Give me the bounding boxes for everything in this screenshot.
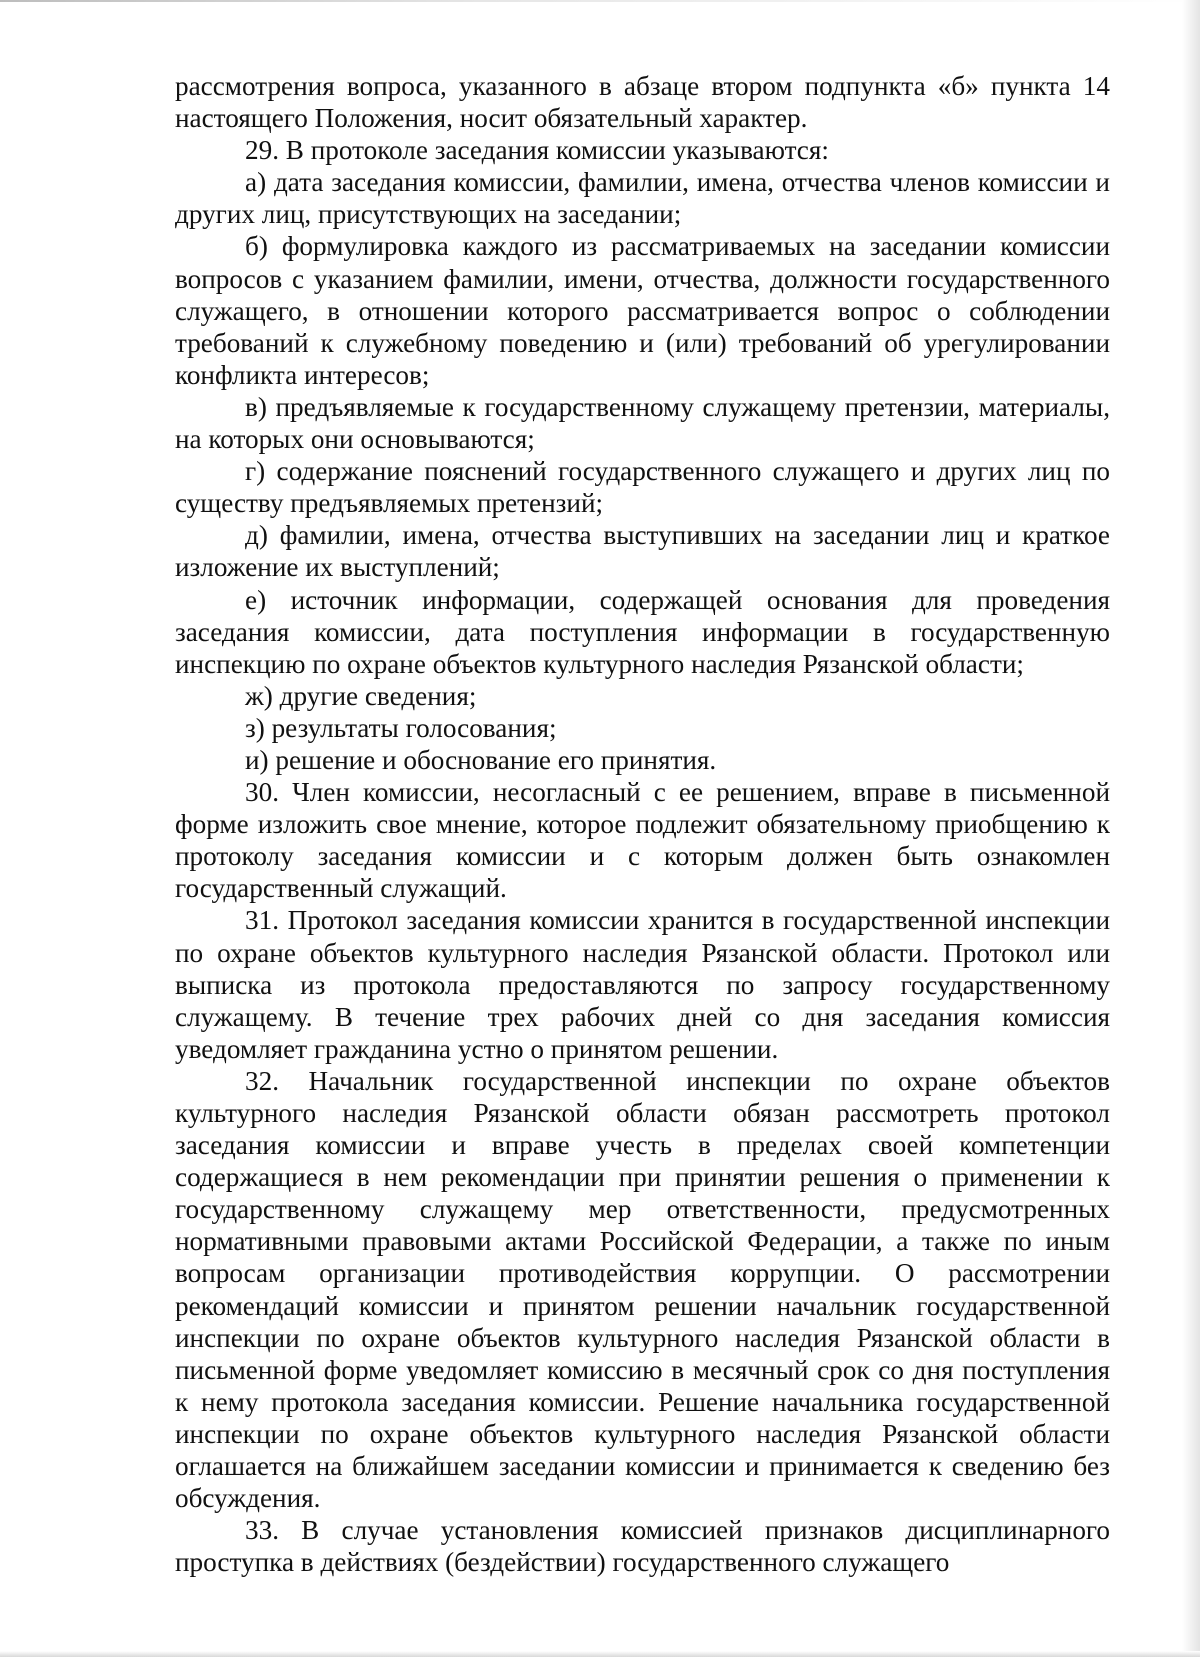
- scan-edge-bottom: [0, 1651, 1200, 1657]
- scan-edge-right: [1182, 0, 1200, 1657]
- paragraph-32: 32. Начальник государственной инспекции по охране объектов культурного наследия Рязанской области обязан рассмотреть протокол заседания комиссии и вправе учесть в пределах своей компетенции содержащиеся в нем рекомендации при принятии решения о применении к государственному служащему мер ответственности, предусмотренных нормативными правовыми актами Российской Федерации, а также по иным вопросам организации противодействия коррупции. О рассмотрении рекомендаций комиссии и принятом решении начальник государственной инспекции по охране объектов культурного наследия Рязанской области в письменной форме уведомляет комиссию в месячный срок со дня поступления к нему протокола заседания комиссии. Решение начальника государственной инспекции по охране объектов культурного наследия Рязанской области оглашается на ближайшем заседании комиссии и принимается к сведению без обсуждения.: [175, 1065, 1110, 1514]
- paragraph-31: 31. Протокол заседания комиссии хранится в государственной инспекции по охране объектов культурного наследия Рязанской области. Протокол или выписка из протокола предоставляются по запросу государственному служащему. В течение трех рабочих дней со дня заседания комиссия уведомляет гражданина устно о принятом решении.: [175, 905, 1110, 1064]
- document-body: [175, 70, 1110, 1578]
- paragraph-29-zh: ж) другие сведения;: [245, 680, 477, 711]
- paragraph-29-i: и) решение и обоснование его принятия.: [245, 744, 717, 775]
- paragraph-29-e: е) источник информации, содержащей основания для проведения заседания комиссии, дата поступления информации в государственную инспекцию по охране объектов культурного наследия Рязанской области;: [175, 584, 1110, 679]
- scan-edge-top: [0, 0, 1200, 2]
- paragraph-29-v: в) предъявляемые к государственному служащему претензии, материалы, на которых они основываются;: [175, 391, 1110, 455]
- paragraph-33: 33. В случае установления комиссией признаков дисциплинарного проступка в действиях (бездействии) государственного служащего: [175, 1515, 1110, 1578]
- paragraph-29-z: з) результаты голосования;: [245, 712, 557, 743]
- paragraph-29-g: г) содержание пояснений государственного служащего и других лиц по существу предъявляемых претензий;: [175, 456, 1110, 519]
- paragraph-29-b: б) формулировка каждого из рассматриваемых на заседании комиссии вопросов с указанием фамилии, имени, отчества, должности государственного служащего, в отношении которого рассматривается вопрос о соблюдении требований к служебному поведению и (или) требований об урегулировании конфликта интересов;: [175, 231, 1110, 390]
- paragraph-continuation: рассмотрения вопроса, указанного в абзаце втором подпункта «б» пункта 14 настоящего Положения, носит обязательный характер.: [175, 71, 1110, 134]
- paragraph-29-d: д) фамилии, имена, отчества выступивших на заседании лиц и краткое изложение их выступлений;: [175, 520, 1110, 583]
- paragraph-30: 30. Член комиссии, несогласный с ее решением, вправе в письменной форме изложить свое мнение, которое подлежит обязательному приобщению к протоколу заседания комиссии и с которым должен быть ознакомлен государственный служащий.: [175, 777, 1110, 904]
- paragraph-29-a: а) дата заседания комиссии, фамилии, имена, отчества членов комиссии и других лиц, присутствующих на заседании;: [175, 167, 1110, 230]
- paragraph-29: 29. В протоколе заседания комиссии указываются:: [245, 135, 829, 166]
